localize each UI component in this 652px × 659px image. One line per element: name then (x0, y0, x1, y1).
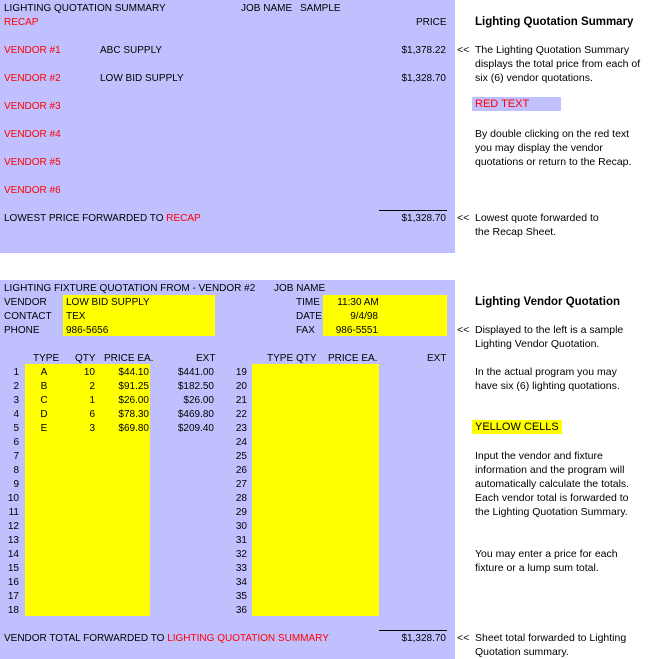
row-number: 16 (7, 577, 19, 588)
ext-cell: $182.50 (177, 381, 214, 392)
row-number: 2 (13, 381, 19, 392)
row-number: 34 (235, 577, 247, 588)
red-text-help: By double clicking on the red text you may display the vendor quotations or return to the Recap. (475, 128, 632, 168)
row-number: 21 (235, 395, 247, 406)
price-cell[interactable]: $26.00 (118, 395, 149, 406)
col-ext-header-2: EXT (427, 353, 447, 364)
red-text-tag: RED TEXT (472, 97, 561, 111)
vendor-4-link[interactable]: VENDOR #4 (4, 129, 61, 140)
row-number: 4 (13, 409, 19, 420)
lowest-recap-link[interactable]: RECAP (166, 213, 201, 224)
qty-cell[interactable]: 6 (89, 409, 95, 420)
total-divider (379, 630, 447, 631)
row-number: 30 (235, 521, 247, 532)
type-cell[interactable]: D (40, 409, 48, 420)
date-label: DATE (296, 311, 322, 322)
col-qty-header-2: QTY (296, 353, 317, 364)
lowest-help-text: Lowest quote forwarded to the Recap Sheet. (475, 212, 599, 238)
qty-cell[interactable]: 3 (89, 423, 95, 434)
vendor-1-link[interactable]: VENDOR #1 (4, 45, 61, 56)
row-number: 27 (235, 479, 247, 490)
vendor-6-link[interactable]: VENDOR #6 (4, 185, 61, 196)
vendor-1-name: ABC SUPPLY (100, 45, 163, 56)
price-cell[interactable]: $91.25 (118, 381, 149, 392)
row-number: 3 (13, 395, 19, 406)
lowest-arrow: << (457, 212, 470, 224)
lowest-price-label (4, 213, 201, 224)
vendor-total-label (4, 633, 329, 644)
price-help-text: You may enter a price for each fixture or a lump sum total. (475, 548, 618, 574)
recap-link[interactable]: RECAP (4, 17, 39, 28)
type-cell[interactable]: B (40, 381, 48, 392)
ext-cell: $441.00 (177, 367, 214, 378)
row-number: 15 (7, 563, 19, 574)
summary-arrow: << (457, 44, 470, 56)
vendor-total-price: $1,328.70 (401, 633, 446, 644)
vendor-2-link[interactable]: VENDOR #2 (4, 73, 61, 84)
vendor-2-name: LOW BID SUPPLY (100, 73, 184, 84)
row-number: 36 (235, 605, 247, 616)
date-field[interactable]: 9/4/98 (350, 311, 378, 322)
row-number: 19 (235, 367, 247, 378)
qty-cell[interactable]: 1 (89, 395, 95, 406)
col-price-header: PRICE EA. (104, 353, 154, 364)
price-header: PRICE (416, 17, 447, 28)
quote-job-label: JOB NAME (274, 283, 326, 294)
quote-help-text: Displayed to the left is a sample Lighting Vendor Quotation. (475, 324, 624, 350)
price-cell[interactable]: $69.80 (118, 423, 149, 434)
vendor-5-link[interactable]: VENDOR #5 (4, 157, 61, 168)
row-number: 8 (13, 465, 19, 476)
row-number: 5 (13, 423, 19, 434)
row-number: 14 (7, 549, 19, 560)
row-number: 26 (235, 465, 247, 476)
row-number: 18 (7, 605, 19, 616)
row-number: 22 (235, 409, 247, 420)
type-cell[interactable]: A (40, 367, 48, 378)
vendor-1-price: $1,378.22 (401, 45, 446, 56)
fax-label: FAX (296, 325, 315, 336)
vendor-3-link[interactable]: VENDOR #3 (4, 101, 61, 112)
row-number: 7 (13, 451, 19, 462)
row-number: 35 (235, 591, 247, 602)
row-number: 17 (7, 591, 19, 602)
row-number: 10 (7, 493, 19, 504)
row-number: 12 (7, 521, 19, 532)
col-ext-header: EXT (196, 353, 216, 364)
row-number: 13 (7, 535, 19, 546)
qty-cell[interactable]: 2 (89, 381, 95, 392)
row-number: 11 (8, 507, 19, 518)
input-help-text: Input the vendor and fixture information and the program will automatically calculate the totals. Each vendor total is forwarded to the Lighting Quotation Summary. (475, 450, 630, 518)
lowest-text: LOWEST PRICE FORWARDED TO (4, 213, 167, 224)
summary-link[interactable]: LIGHTING QUOTATION SUMMARY (167, 633, 329, 644)
ext-cell: $26.00 (183, 395, 214, 406)
vendor-2-price: $1,328.70 (401, 73, 446, 84)
col-type-header: TYPE (33, 353, 60, 364)
summary-help-text: The Lighting Quotation Summary displays the total price from each of six (6) vendor quotations. (475, 44, 641, 84)
summary-help-title: Lighting Quotation Summary (475, 16, 634, 28)
program-help-text: In the actual program you may have six (6) lighting quotations. (475, 366, 620, 392)
time-label: TIME (296, 297, 320, 308)
vendor-field[interactable]: LOW BID SUPPLY (66, 297, 150, 308)
price-cell[interactable]: $44.10 (118, 367, 149, 378)
row-number: 29 (235, 507, 247, 518)
col-price-header-2: PRICE EA. (328, 353, 378, 364)
row-number: 1 (13, 367, 19, 378)
fax-field[interactable]: 986-5551 (335, 325, 378, 336)
yellow-cells-tag: YELLOW CELLS (472, 420, 562, 434)
total-arrow: << (457, 632, 470, 644)
row-number: 20 (235, 381, 247, 392)
contact-field[interactable]: TEX (66, 311, 86, 322)
summary-title: LIGHTING QUOTATION SUMMARY (4, 3, 166, 14)
lowest-divider (379, 210, 447, 211)
ext-cell: $469.80 (177, 409, 214, 420)
type-cell[interactable]: E (40, 423, 48, 434)
total-text: VENDOR TOTAL FORWARDED TO (4, 633, 168, 644)
total-help-text: Sheet total forwarded to Lighting Quotation summary. (475, 632, 627, 658)
col-qty-header: QTY (75, 353, 96, 364)
row-number: 33 (235, 563, 247, 574)
row-number: 24 (235, 437, 247, 448)
row-number: 28 (235, 493, 247, 504)
vendor-label: VENDOR (4, 297, 47, 308)
time-field[interactable]: 11:30 AM (337, 297, 379, 308)
row-number: 32 (235, 549, 247, 560)
phone-label: PHONE (4, 325, 40, 336)
row-number: 25 (235, 451, 247, 462)
row-number: 9 (13, 479, 19, 490)
ext-cell: $209.40 (177, 423, 214, 434)
row-number: 23 (235, 423, 247, 434)
quote-title: LIGHTING FIXTURE QUOTATION FROM - VENDOR #2 (4, 283, 256, 294)
col-type-header-2: TYPE (267, 353, 294, 364)
type-cell[interactable]: C (40, 395, 48, 406)
quote-help-title: Lighting Vendor Quotation (475, 296, 621, 308)
row-number: 6 (13, 437, 19, 448)
price-cell[interactable]: $78.30 (118, 409, 149, 420)
row-number: 31 (235, 535, 247, 546)
qty-cell[interactable]: 10 (83, 367, 95, 378)
quote-arrow: << (457, 324, 470, 336)
summary-job-value: SAMPLE (300, 3, 341, 14)
summary-job-label: JOB NAME (241, 3, 293, 14)
contact-label: CONTACT (4, 311, 52, 322)
lowest-price: $1,328.70 (401, 213, 446, 224)
right-input-grid[interactable] (252, 364, 379, 616)
phone-field[interactable]: 986-5656 (66, 325, 109, 336)
